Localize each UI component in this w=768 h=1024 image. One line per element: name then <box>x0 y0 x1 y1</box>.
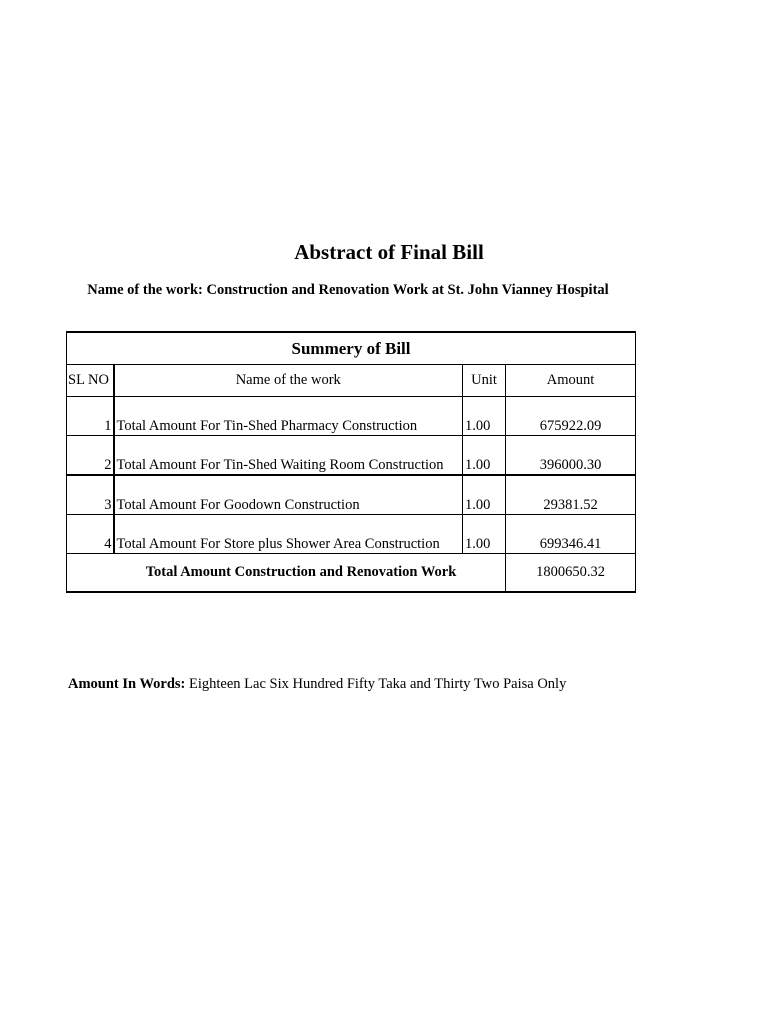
row-unit: 1.00 <box>463 436 506 476</box>
table-row <box>67 515 636 554</box>
header-sl-no: SL NO <box>67 365 114 397</box>
amount-in-words-text: Eighteen Lac Six Hundred Fifty Taka and Thirty Two Paisa Only <box>189 676 567 692</box>
row-unit: 1.00 <box>463 515 506 554</box>
row-unit: 1.00 <box>463 397 506 436</box>
header-unit: Unit <box>463 365 506 397</box>
row-work-name: Total Amount For Goodown Construction <box>114 475 463 515</box>
row-sl-no: 2 <box>67 436 114 476</box>
header-name: Name of the work <box>114 365 463 397</box>
row-work-name: Total Amount For Store plus Shower Area Construction <box>114 515 463 554</box>
amount-in-words-label: Amount In Words: <box>68 676 186 692</box>
row-sl-no: 3 <box>67 475 114 515</box>
row-sl-no: 4 <box>67 515 114 554</box>
total-amount: 1800650.32 <box>506 554 636 593</box>
row-amount: 675922.09 <box>506 397 636 436</box>
document-title: Abstract of Final Bill <box>294 240 484 264</box>
table-caption: Summery of Bill <box>67 332 636 365</box>
row-amount: 396000.30 <box>506 436 636 476</box>
row-work-name: Total Amount For Tin-Shed Pharmacy Construction <box>114 397 463 436</box>
row-unit: 1.00 <box>463 475 506 515</box>
table-row <box>67 436 636 476</box>
table-row <box>67 475 636 515</box>
table-header-row <box>67 365 636 397</box>
row-amount: 29381.52 <box>506 475 636 515</box>
row-sl-no: 1 <box>67 397 114 436</box>
header-amount: Amount <box>506 365 636 397</box>
row-amount: 699346.41 <box>506 515 636 554</box>
amount-in-words <box>68 676 566 693</box>
row-work-name: Total Amount For Tin-Shed Waiting Room Construction <box>114 436 463 476</box>
table-caption-row <box>67 332 636 365</box>
total-label: Total Amount Construction and Renovation Work <box>67 554 506 593</box>
table-row <box>67 397 636 436</box>
table-total-row <box>67 554 636 593</box>
work-name-line: Name of the work: Construction and Renovation Work at St. John Vianney Hospital <box>87 282 609 298</box>
bill-summary-table <box>66 331 636 593</box>
